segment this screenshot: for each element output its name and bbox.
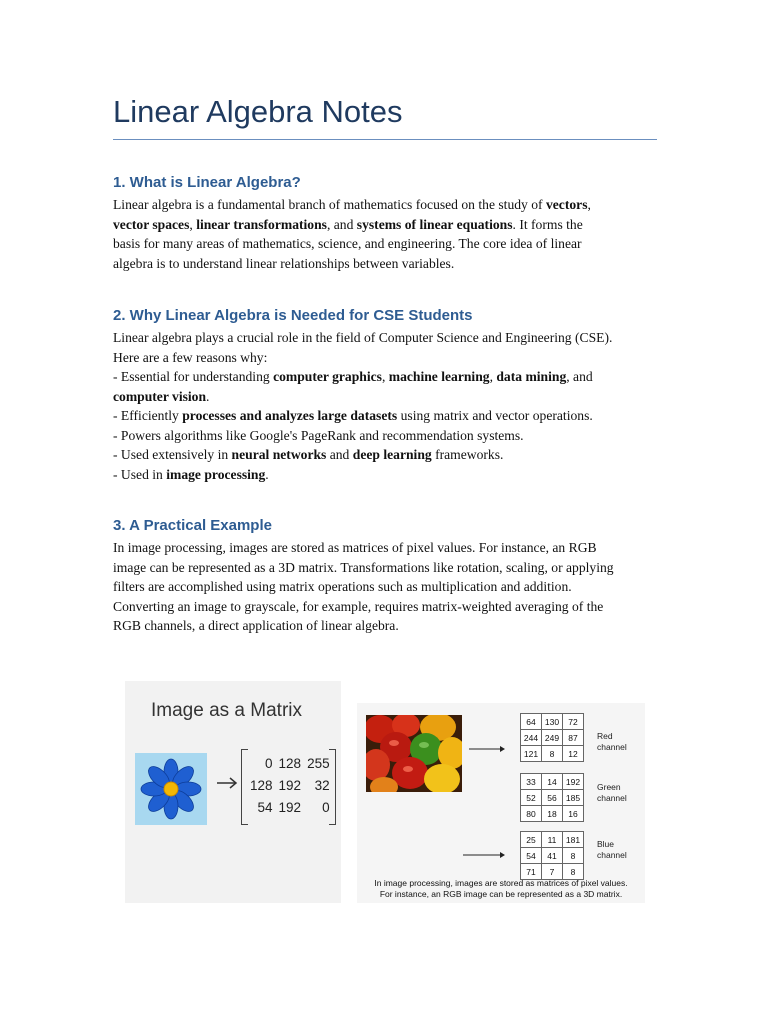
table-row — [521, 806, 584, 822]
table-cell: 87 — [563, 730, 584, 746]
red-channel-label — [597, 731, 627, 752]
caption-line: For instance, an RGB image can be represented as a 3D matrix. — [379, 889, 623, 899]
matrix-row — [247, 774, 333, 796]
matrix-cell: 0 — [322, 799, 330, 815]
paragraph-line: - Efficiently processes and analyzes large datasets using matrix and vector operations. — [113, 408, 593, 423]
matrix-row — [247, 752, 333, 774]
red-channel-matrix — [520, 713, 584, 762]
table-cell: 192 — [563, 774, 584, 790]
bold-term: image processing — [166, 466, 266, 482]
table-cell: 64 — [521, 714, 542, 730]
table-cell: 54 — [521, 848, 542, 864]
figure-caption — [357, 878, 645, 900]
paragraph-line: computer vision. — [113, 388, 210, 404]
blue-flower-icon — [135, 753, 207, 825]
paragraph-line: RGB channels, a direct application of linear algebra. — [113, 618, 399, 633]
table-cell: 244 — [521, 730, 542, 746]
table-row — [521, 774, 584, 790]
page-title: Linear Algebra Notes — [113, 94, 403, 129]
section-3-paragraph — [113, 538, 658, 636]
label-line: channel — [597, 849, 627, 860]
paragraph-line: image can be represented as a 3D matrix. Transformations like rotation, scaling, or applying — [113, 559, 614, 575]
bold-term: processes and analyzes large datasets — [182, 408, 398, 423]
table-cell: 7 — [542, 864, 563, 880]
blue-channel-matrix — [520, 831, 584, 880]
bold-term: vectors — [545, 197, 588, 212]
rgb-channels-figure — [357, 703, 645, 903]
bold-term: data mining — [496, 369, 567, 384]
arrow-right-icon — [467, 743, 507, 755]
caption-line: In image processing, images are stored as matrices of pixel values. — [374, 878, 628, 888]
matrix-cell: 32 — [314, 777, 330, 793]
table-cell: 11 — [542, 832, 563, 848]
label-line: channel — [597, 741, 627, 752]
label-line: Red — [597, 731, 613, 741]
section-2-heading: 2. Why Linear Algebra is Needed for CSE Students — [113, 307, 473, 324]
table-cell: 41 — [542, 848, 563, 864]
table-row — [521, 848, 584, 864]
green-channel-label — [597, 782, 627, 803]
table-cell: 185 — [563, 790, 584, 806]
table-row — [521, 746, 584, 762]
pixel-matrix — [241, 749, 336, 825]
paragraph-line: - Essential for understanding computer graphics, machine learning, data mining, and — [113, 369, 593, 384]
table-cell: 33 — [521, 774, 542, 790]
paragraph-line: Linear algebra is a fundamental branch of mathematics focused on the study of vectors, — [113, 197, 591, 212]
table-cell: 14 — [542, 774, 563, 790]
table-cell: 8 — [563, 864, 584, 880]
matrix-cell: 0 — [265, 755, 273, 771]
matrix-values — [247, 752, 333, 818]
arrow-right-icon — [461, 849, 507, 861]
matrix-cell: 255 — [307, 755, 330, 771]
label-line: Blue — [597, 839, 615, 849]
matrix-cell: 192 — [278, 777, 302, 793]
label-line: channel — [597, 792, 627, 803]
paragraph-line: vector spaces, linear transformations, and systems of linear equations. It forms the — [113, 216, 583, 232]
matrix-cell: 192 — [278, 799, 302, 815]
blue-channel-label — [597, 839, 627, 860]
bold-term: neural networks — [231, 447, 327, 462]
paragraph-line: filters are accomplished using matrix operations such as multiplication and addition. — [113, 579, 572, 594]
table-cell: 25 — [521, 832, 542, 848]
paragraph-line: Linear algebra plays a crucial role in the field of Computer Science and Engineering (CSE). — [113, 330, 613, 345]
label-line: Green — [597, 782, 621, 792]
matrix-cell: 54 — [257, 799, 273, 815]
table-cell: 56 — [542, 790, 563, 806]
matrix-row — [247, 796, 333, 818]
title-divider — [113, 139, 657, 140]
table-cell: 121 — [521, 746, 542, 762]
green-channel-matrix — [520, 773, 584, 822]
table-cell: 130 — [542, 714, 563, 730]
matrix-cell: 128 — [250, 777, 273, 793]
matrix-cell: 128 — [278, 755, 302, 771]
table-cell: 18 — [542, 806, 563, 822]
table-cell: 249 — [542, 730, 563, 746]
table-cell: 16 — [563, 806, 584, 822]
image-as-matrix-figure — [125, 681, 341, 903]
paragraph-line: - Powers algorithms like Google's PageRank and recommendation systems. — [113, 427, 524, 443]
bold-term: computer graphics — [273, 369, 382, 384]
bold-term: vector spaces — [113, 216, 190, 232]
paragraph-line: Here are a few reasons why: — [113, 349, 268, 365]
table-cell: 80 — [521, 806, 542, 822]
section-1-paragraph — [113, 195, 658, 273]
table-cell: 71 — [521, 864, 542, 880]
figure-title: Image as a Matrix — [151, 700, 302, 721]
bold-term: machine learning — [388, 369, 490, 384]
bold-term: deep learning — [352, 447, 432, 462]
paragraph-line: Converting an image to grayscale, for example, requires matrix-weighted averaging of the — [113, 598, 604, 614]
table-cell: 12 — [563, 746, 584, 762]
section-1-heading: 1. What is Linear Algebra? — [113, 174, 301, 191]
paragraph-line: In image processing, images are stored as matrices of pixel values. For instance, an RGB — [113, 540, 597, 555]
paragraph-line: basis for many areas of mathematics, science, and engineering. The core idea of linear — [113, 236, 582, 251]
paragraph-line: - Used in image processing. — [113, 466, 269, 482]
table-cell: 8 — [563, 848, 584, 864]
section-2-paragraph — [113, 328, 658, 484]
table-row — [521, 730, 584, 746]
bell-peppers-image — [366, 715, 462, 792]
table-row — [521, 790, 584, 806]
section-3-heading: 3. A Practical Example — [113, 517, 272, 534]
bold-term: linear transformations — [196, 216, 327, 232]
bold-term: computer vision — [113, 388, 207, 404]
table-row — [521, 714, 584, 730]
table-cell: 8 — [542, 746, 563, 762]
table-row — [521, 832, 584, 848]
table-cell: 72 — [563, 714, 584, 730]
paragraph-line: algebra is to understand linear relationships between variables. — [113, 255, 455, 271]
paragraph-line: - Used extensively in neural networks and deep learning frameworks. — [113, 447, 504, 462]
bold-term: systems of linear equations — [356, 216, 513, 232]
table-cell: 181 — [563, 832, 584, 848]
table-cell: 52 — [521, 790, 542, 806]
